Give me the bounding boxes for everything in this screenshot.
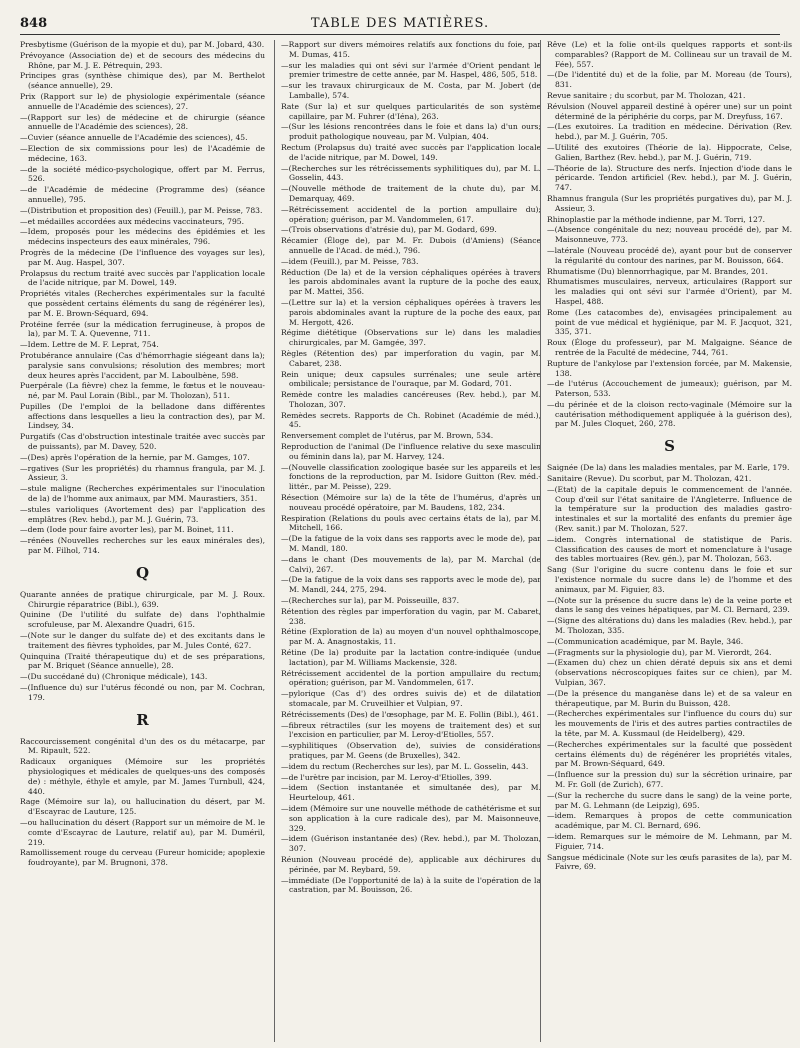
index-entry: —(Lettre sur la) et la version céphaliques opérées à travers les parois abdominales avant la rupture de la poche des eaux, par M. Hergott, 426.: [281, 297, 541, 327]
index-entry: —(Nouvelle classification zoologique basée sur les appareils et les fonctions de la reproduction, par M. Isidore Guitton (Rev. méd.-littér., par M. Peisse), 229.: [281, 462, 541, 492]
index-entry: —(Recherches sur les rétrécissements syphilitiques du), par M. L. Gosselin, 443.: [281, 163, 541, 183]
index-entry: Prévoyance (Association de) et de secours des médecins du Rhône, par M. J. E. Pétrequin, 293.: [20, 50, 265, 70]
index-entry: —rénées (Nouvelles recherches sur les eaux minérales des), par M. Filhol, 714.: [20, 536, 265, 556]
index-entry: —idem. Remarques sur le mémoire de M. Lehmann, par M. Figuier, 714.: [547, 831, 792, 851]
index-entry: Rétine (Exploration de la) au moyen d'un nouvel ophthalmoscope, par M. A. Anagnostakis, 11.: [281, 627, 541, 647]
index-entry: —du périnée et de la cloison recto-vaginale (Mémoire sur la cautérisation méthodiquement appliquée à la guérison des), par M. Jules Cloquet, 260, 278.: [547, 399, 792, 429]
index-entry: —fibreux rétractiles (sur les moyens de traitement des) et sur l'excision en particulier, par M. Leroy-d'Etiolles, 557.: [281, 720, 541, 740]
index-entry: Réunion (Nouveau procédé de), applicable aux déchirures du périnée, par M. Reybard, 59.: [281, 854, 541, 874]
index-entry: Quinquina (Traité thérapeutique du) et de ses préparations, par M. Briquet (Séance annuelle), 28.: [20, 651, 265, 671]
index-entry: —de l'Académie de médecine (Programme des) (séance annuelle), 795.: [20, 185, 265, 204]
index-entry: Rhamnus frangula (Sur les propriétés purgatives du), par M. J. Assieur, 3.: [547, 193, 792, 213]
index-entry: —(Influence sur la pression du) sur la sécrétion urinaire, par M. Fr. Goll (de Zurich), 677.: [547, 770, 792, 789]
index-entry: —Idem, proposés pour les médecins des épidémies et les médecins inspecteurs des eaux minérales, 796.: [20, 227, 265, 247]
index-entry: Pupilles (De l'emploi de la belladone dans différentes affections dans lesquelles a lieu la contraction des), par M. Lindsey, 34.: [20, 401, 265, 431]
index-entry: Rein unique; deux capsules surrénales; une seule artère ombilicale; persistance de l'ouraque, par M. Godard, 701.: [281, 369, 541, 389]
index-entry: —syphilitiques (Observation de), suivies de considérations pratiques, par M. Geens (de Bruxelles), 342.: [281, 741, 541, 760]
index-entry: Récamier (Éloge de), par M. Fr. Dubois (d'Amiens) (Séance annuelle de l'Acad. de méd.), 796.: [281, 236, 541, 255]
index-entry: Respiration (Relations du pouls avec certains états de la), par M. Mitchell, 166.: [281, 513, 541, 533]
index-entry: Rhumatisme (Du) blennorrhagique, par M. Brandes, 201.: [547, 266, 768, 276]
index-entry: —(De la fatigue de la voix dans ses rapports avec le mode de), par M. Mandl, 180.: [281, 534, 541, 554]
index-entry: —(Distribution et proposition des) (Feuill.), par M. Peisse, 783.: [20, 205, 263, 215]
index-entry: —(Des) après l'opération de la hernie, par M. Gamges, 107.: [20, 452, 250, 462]
index-entry: Revue sanitaire ; du scorbut, par M. Tholozan, 421.: [547, 90, 746, 100]
index-entry: —(Sur les lésions rencontrées dans le foie et dans la) d'un ours; produit pathologique nouveau, par M. Vulpian, 404.: [281, 122, 541, 142]
index-entry: —idem. Remarques à propos de cette communication académique, par M. Cl. Bernard, 696.: [547, 811, 792, 831]
index-entry: —Election de six commissions pour les) de l'Académie de médecine, 163.: [20, 143, 265, 163]
section-letter-r: R: [136, 710, 149, 729]
index-entry: —et médailles accordées aux médecins vaccinateurs, 795.: [20, 216, 245, 226]
index-entry: Puerpérale (La fièvre) chez la femme, le fœtus et le nouveau-né, par M. Paul Lorain (Bibl., par M. Tholozan), 511.: [20, 381, 265, 401]
index-entry: —idem du rectum (Recherches sur les), par M. L. Gosselin, 443.: [281, 761, 529, 771]
index-entry: —(Note sur le danger du sulfate de) et des excitants dans le traitement des fièvres typhoïdes, par M. Jules Conté, 627.: [20, 631, 265, 650]
index-entry: Propriétés vitales (Recherches expérimentales sur la faculté que possèdent certains éléments du sang de régénérer les), par M. E. Brown-Séquard, 694.: [20, 289, 265, 318]
entries-r-start: [20, 737, 265, 868]
index-entry: —pylorique (Cas d') des ordres suivis de) et de dilatation stomacale, par M. Cruveilhier et Vulpian, 97.: [281, 689, 541, 708]
index-entry: Protubérance annulaire (Cas d'hémorrhagie siégeant dans la); paralysie sans convulsions; résolution des membres; mort deux heures après l'accident, par M. Laboulbène, 598.: [20, 350, 265, 380]
section-letter-s: S: [664, 437, 675, 456]
index-entry: —latérale (Nouveau procédé de), ayant pour but de conserver la régularité du contour des narines, par M. Bouisson, 664.: [547, 245, 792, 265]
index-entry: —Théorie de la). Structure des nerfs. Injection d'iode dans le péricarde. Tendon artificiel (Rev. hebd.), par M. J. Guérin, 747.: [547, 163, 792, 193]
index-entry: —idem. Congrès international de statistique de Paris. Classification des causes de mort et nomenclature à l'usage des tables mortuaires (Rev. gén.), par M. Tholozan, 563.: [547, 534, 792, 564]
index-entry: —stules varioliques (Avortement des) par l'application des emplâtres (Rev. hebd.), par M. J. Guérin, 73.: [20, 504, 265, 524]
column-right: [540, 40, 792, 1042]
index-entry: Règles (Rétention des) par imperforation du vagin, par M. Cabaret, 238.: [281, 348, 541, 368]
index-entry: Progrès de la médecine (De l'influence des voyages sur les), par M. Aug. Haspel, 307.: [20, 247, 265, 267]
index-entry: Sang (Sur l'origine du sucre contenu dans le foie et sur l'existence normale du sucre dans le) de l'homme et des animaux, par M. Figuier, 83.: [547, 565, 792, 594]
index-entry: Résection (Mémoire sur la) de la tête de l'humérus, d'après un nouveau procédé opératoire, par M. Baudens, 182, 234.: [281, 493, 541, 512]
section-letter-q: Q: [135, 563, 150, 582]
index-entry: —(Influence du) sur l'utérus fécondé ou non, par M. Cochran, 179.: [20, 683, 265, 702]
index-entry: Réduction (De la) et de la version céphaliques opérées à travers les parois abdominales avant la rupture de la poche des eaux, par M. Mattei, 356.: [281, 267, 541, 297]
index-entry: Remède contre les maladies cancéreuses (Rev. hebd.), par M. Tholozan, 307.: [281, 390, 541, 409]
index-entry: —Rétrécissement accidentel de la portion ampullaire du); opération; guérison, par M. Vandommelen, 617.: [281, 204, 541, 224]
index-entry: Rétine (De la) produite par la lactation contre-indiquée (undue lactation), par M. Williams Mackensie, 328.: [281, 648, 541, 667]
index-entry: Révulsion (Nouvel appareil destiné à opérer une) sur un point déterminé de la périphérie du corps, par M. Dreyfuss, 167.: [547, 101, 792, 121]
index-entry: —de l'utérus (Accouchement de jumeaux); guérison, par M. Paterson, 533.: [547, 379, 792, 399]
index-entry: —(De l'identité du) et de la folie, par M. Moreau (de Tours), 831.: [547, 70, 792, 90]
index-entry: —(De la fatigue de la voix dans ses rapports avec le mode de), par M. Mandl, 244, 275, 294.: [281, 575, 541, 595]
index-entry: —Cuvier (séance annuelle de l'Académie des sciences), 45.: [20, 133, 248, 143]
index-entry: —(Communication académique, par M. Bayle, 346.: [547, 636, 744, 646]
index-entry: —(De la présence du manganèse dans le) et de sa valeur en thérapeutique, par M. Burin du Buisson, 428.: [547, 688, 792, 708]
entries-s: [547, 463, 792, 872]
index-entry: Rêve (Le) et la folie ont-ils quelques rapports et sont-ils comparables? (Rapport de M. Collineau sur un travail de M. Fée), 557.: [547, 40, 792, 69]
column-middle: [274, 40, 541, 1042]
index-entry: Régime diététique (Observations sur le) dans les maladies chirurgicales, par M. Gamgée, 397.: [281, 328, 541, 348]
index-entry: Rétention des règles par imperforation du vagin, par M. Cabaret, 238.: [281, 606, 541, 626]
column-left: [20, 40, 265, 1042]
index-entry: —(Note sur la présence du sucre dans le) de la veine porte et dans le sang des veines hépatiques, par M. Cl. Bernard, 239.: [547, 595, 792, 615]
index-entry: —immédiate (De l'opportunité de la) à la suite de l'opération de la castration, par M. Bouisson, 26.: [281, 875, 541, 895]
index-entry: —sur les travaux chirurgicaux de M. Costa, par M. Jobert (de Lamballe), 574.: [281, 81, 541, 100]
index-entry: —(Examen du) chez un chien dératé depuis six ans et demi (observations nécroscopiques faites sur ce chien), par M. Vulpian, 367.: [547, 658, 792, 688]
index-entry: Roux (Éloge du professeur), par M. Malgaigne. Séance de rentrée de la Faculté de médecine, 744, 761.: [547, 338, 792, 357]
index-entry: Saignée (De la) dans les maladies mentales, par M. Earle, 179.: [547, 463, 790, 473]
index-entry: —(Rapport sur les) de médecine et de chirurgie (séance annuelle de l'Académie des sciences), 28.: [20, 112, 265, 132]
index-entry: Purgatifs (Cas d'obstruction intestinale traitée avec succès par de puissants), par M. Davey, 520.: [20, 432, 265, 452]
index-entry: Rétrécissements (Des) de l'œsophage, par M. E. Follin (Bibl.), 461.: [281, 709, 539, 719]
entries-r-end: [547, 40, 792, 429]
index-entry: —(Nouvelle méthode de traitement de la chute du), par M. Demarquay, 469.: [281, 184, 541, 203]
index-entry: Raccourcissement congénital d'un des os du métacarpe, par M. Ripault, 522.: [20, 736, 265, 756]
index-entry: Ramollissement rouge du cerveau (Fureur homicide; apoplexie foudroyante), par M. Brugnoni, 378.: [20, 848, 265, 868]
index-entry: —Utilité des exutoires (Théorie de la). Hippocrate, Celse, Galien, Barthez (Rev. hebd.), par M. J. Guérin, 719.: [547, 142, 792, 162]
index-entry: —idem (Mémoire sur une nouvelle méthode de cathétérisme et sur son application à la cure radicale des), par M. Maisonneuve, 329.: [281, 803, 541, 833]
index-entry: Rupture de l'ankylose par l'extension forcée, par M. Makensie, 138.: [547, 358, 792, 378]
index-entry: —(Trois observations d'atrésie du), par M. Godard, 699.: [281, 225, 497, 235]
index-entry: —(Absence congénitale du nez; nouveau procédé de), par M. Maisonneuve, 773.: [547, 225, 792, 245]
index-entry: —de l'urètre par incision, par M. Leroy-d'Etiolles, 399.: [281, 772, 492, 782]
index-entry: Reproduction de l'animal (De l'influence relative du sexe masculin ou féminin dans la), par M. Harvey, 124.: [281, 442, 541, 461]
index-entry: Rhinoplastie par la méthode indienne, par M. Torri, 127.: [547, 214, 766, 224]
index-entry: Rétrécissement accidentel de la portion ampullaire du rectum; opération; guérison, par M. Vandommelen, 617.: [281, 668, 541, 688]
index-entry: —dans le chant (Des mouvements de la), par M. Marchal (de Calvi), 267.: [281, 554, 541, 574]
index-entry: —idem (Section instantanée et simultanée des), par M. Heurteloup, 461.: [281, 783, 541, 803]
index-entry: —idem (Feuill.), par M. Peisse, 783.: [281, 256, 419, 266]
index-entry: Sangsue médicinale (Note sur les œufs parasites de la), par M. Faivre, 69.: [547, 852, 792, 872]
page-header: [20, 16, 780, 35]
index-entry: —Rapport sur divers mémoires relatifs aux fonctions du foie, par M. Dumas, 415.: [281, 40, 541, 59]
index-entry: —idem (Guérison instantanée des) (Rev. hebd.), par M. Tholozan, 307.: [281, 834, 541, 854]
index-entry: —dem (Iode pour faire avorter les), par M. Boinet, 111.: [20, 525, 234, 535]
index-entry: —(Etat) de la capitale depuis le commencement de l'année. Coup d'œil sur l'état sanitaire de l'Angleterre. Influence de la température sur la production des maladies gastro-intestinales et sur la mortalité des enfants du premier âge (Rev. sanit.) par M. Tholozan, 527.: [547, 484, 792, 534]
index-entry: Prolapsus du rectum traité avec succès par l'application locale de l'acide nitrique, par M. Dowel, 149.: [20, 268, 265, 288]
index-entry: —stule maligne (Recherches expérimentales sur l'inoculation de la) de l'homme aux animaux, par MM. Maurastiers, 351.: [20, 484, 265, 504]
index-entry: Remèdes secrets. Rapports de Ch. Robinet (Académie de méd.), 45.: [281, 410, 541, 430]
index-entry: Rhumatismes musculaires, nerveux, articulaires (Rapport sur les maladies qui ont sévi sur l'armée d'Orient), par M. Haspel, 488.: [547, 277, 792, 306]
index-entry: —(Signe des altérations du) dans les maladies (Rev. hebd.), par M. Tholozan, 335.: [547, 616, 792, 636]
index-entry: Renversement complet de l'utérus, par M. Brown, 534.: [281, 431, 494, 441]
index-entry: —(Recherches sur la), par M. Poisseuille, 837.: [281, 596, 460, 606]
index-entry: Rate (Sur la) et sur quelques particularités de son système capillaire, par M. Fuhrer (d'Iéna), 263.: [281, 101, 541, 121]
entries-q: [20, 590, 265, 703]
index-entry: Quinine (De l'utilité du sulfate de) dans l'ophthalmie scrofuleuse, par M. Alexandre Quadri, 615.: [20, 610, 265, 630]
entries-r-middle: [281, 40, 541, 895]
index-entry: —(Recherches expérimentales sur l'influence du cours du) sur les mouvements de l'iris et des autres parties contractiles de la tête, par M. A. Kussmaul (de Heidelberg), 429.: [547, 709, 792, 738]
index-entry: Presbytisme (Guérison de la myopie et du), par M. Jobard, 430.: [20, 40, 265, 49]
page-number: 848: [20, 16, 48, 31]
index-entry: —(Fragments sur la physiologie du), par M. Vierordt, 264.: [547, 647, 772, 657]
index-entry: Prix (Rapport sur le) de physiologie expérimentale (séance annuelle de l'Académie des sciences), 27.: [20, 91, 265, 111]
index-entry: —ou hallucination du désert (Rapport sur un mémoire de M. le comte d'Escayrac de Lauture, relatif au), par M. Duméril, 219.: [20, 817, 265, 847]
index-entry: —(Les exutoires. La tradition en médecine. Dérivation (Rev. hebd.), par M. J. Guérin, 705.: [547, 122, 792, 142]
index-entry: Rectum (Prolapsus du) traité avec succès par l'application locale de l'acide nitrique, par M. Dowel, 149.: [281, 142, 541, 162]
index-entry: —(Sur la recherche du sucre dans le sang) de la veine porte, par M. G. Lehmann (de Leipzig), 695.: [547, 790, 792, 810]
index-entry: —Idem. Lettre de M. F. Leprat, 754.: [20, 340, 159, 350]
page-title: TABLE DES MATIÈRES.: [310, 16, 490, 31]
index-entry: —sur les maladies qui ont sévi sur l'armée d'Orient pendant le premier trimestre de cette année, par M. Haspel, 486, 505, 518.: [281, 60, 541, 80]
index-entry: —(Du succédané du) (Chronique médicale), 143.: [20, 672, 208, 682]
index-entry: Rage (Mémoire sur la), ou hallucination du désert, par M. d'Escayrac de Lauture, 125.: [20, 797, 265, 817]
index-entry: —(Recherches expérimentales sur la faculté que possèdent certains éléments du) de régénérer les propriétés vitales, par M. Brown-Séquard, 649.: [547, 739, 792, 769]
index-entry: Radicaux organiques (Mémoire sur les propriétés physiologiques et médicales de quelques-uns des composés de) : méthyle, éthyle et amyle, par M. James Turnbull, 424, 440.: [20, 757, 265, 796]
index-entry: Protéine ferrée (sur la médication ferrugineuse, à propos de la), par M. T. A. Quevenne, 711.: [20, 319, 265, 339]
index-entry: Rome (Les catacombes de), envisagées principalement au point de vue médical et hygiénique, par M. F. Jacquot, 321, 335, 371.: [547, 307, 792, 337]
index-entry: —de la société médico-psychologique, offert par M. Ferrus, 526.: [20, 164, 265, 184]
index-entry: Quarante années de pratique chirurgicale, par M. J. Roux. Chirurgie réparatrice (Bibl.), 639.: [20, 589, 265, 609]
entries-p: [20, 40, 265, 556]
index-entry: Sanitaire (Revue). Du scorbut, par M. Tholozan, 421.: [547, 474, 752, 484]
index-entry: Principes gras (synthèse chimique des), par M. Berthelot (séance annuelle), 29.: [20, 71, 265, 91]
index-entry: —rgatives (Sur les propriétés) du rhamnus frangula, par M. J. Assieur, 3.: [20, 463, 265, 483]
